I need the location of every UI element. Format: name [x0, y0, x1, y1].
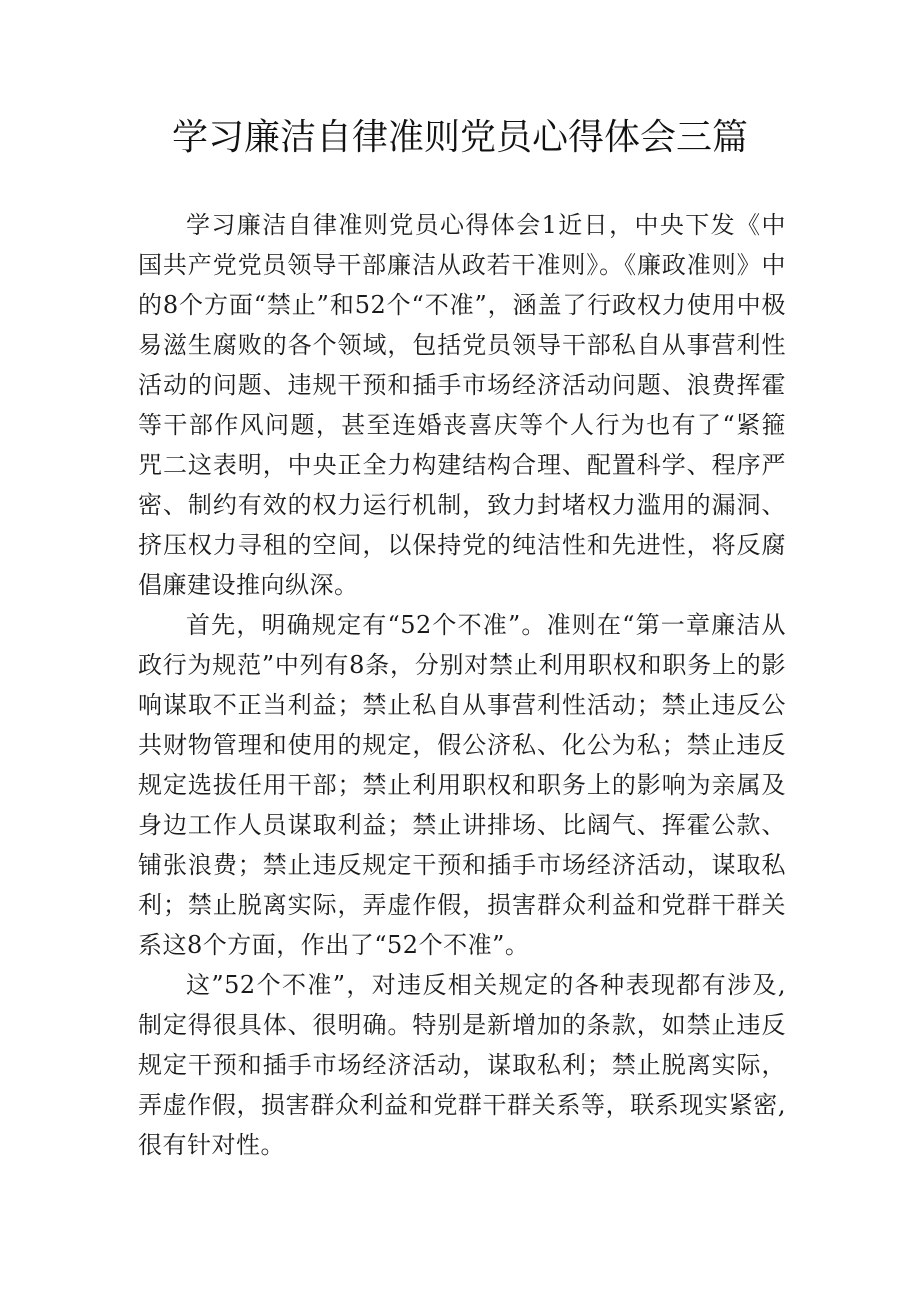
paragraph-intro: 学习廉洁自律准则党员心得体会1近日，中央下发《中国共产党党员领导干部廉洁从政若干准则》。《廉政准则》中的8个方面“禁止”和52个“不准”，涵盖了行政权力使用中极易滋生腐败的各个领域，包括党员领导干部私自从事营利性活动的问题、违规干预和插手市场经济活动问题、浪费挥霍等干部作风问题，甚至连婚丧喜庆等个人行为也有了“紧箍咒二这表明，中央正全力构建结构合理、配置科学、程序严密、制约有效的权力运行机制，致力封堵权力滥用的漏洞、挤压权力寻租的空间，以保持党的纯洁性和先进性，将反腐倡廉建设推向纵深。	[138, 211, 786, 599]
paragraph-commentary: 这”52个不准”，对违反相关规定的各种表现都有涉及,制定得很具体、很明确。特别是新增加的条款，如禁止违反规定干预和插手市场经济活动，谋取私利；禁止脱离实际，弄虚作假，损害群众利益和党群干群关系等，联系现实紧密,很有针对性。	[138, 971, 786, 1159]
paragraph-first-point: 首先，明确规定有“52个不准”。准则在“第一章廉洁从政行为规范”中列有8条，分别对禁止利用职权和职务上的影响谋取不正当利益；禁止私自从事营利性活动；禁止违反公共财物管理和使用的规定，假公济私、化公为私；禁止违反规定选拔任用干部；禁止利用职权和职务上的影响为亲属及身边工作人员谋取利益；禁止讲排场、比阔气、挥霍公款、铺张浪费；禁止违反规定干预和插手市场经济活动，谋取私利；禁止脱离实际，弄虚作假，损害群众利益和党群干群关系这8个方面，作出了“52个不准”。	[138, 611, 786, 959]
document-body	[138, 205, 786, 1165]
document-title: 学习廉洁自律准则党员心得体会三篇	[171, 117, 748, 158]
